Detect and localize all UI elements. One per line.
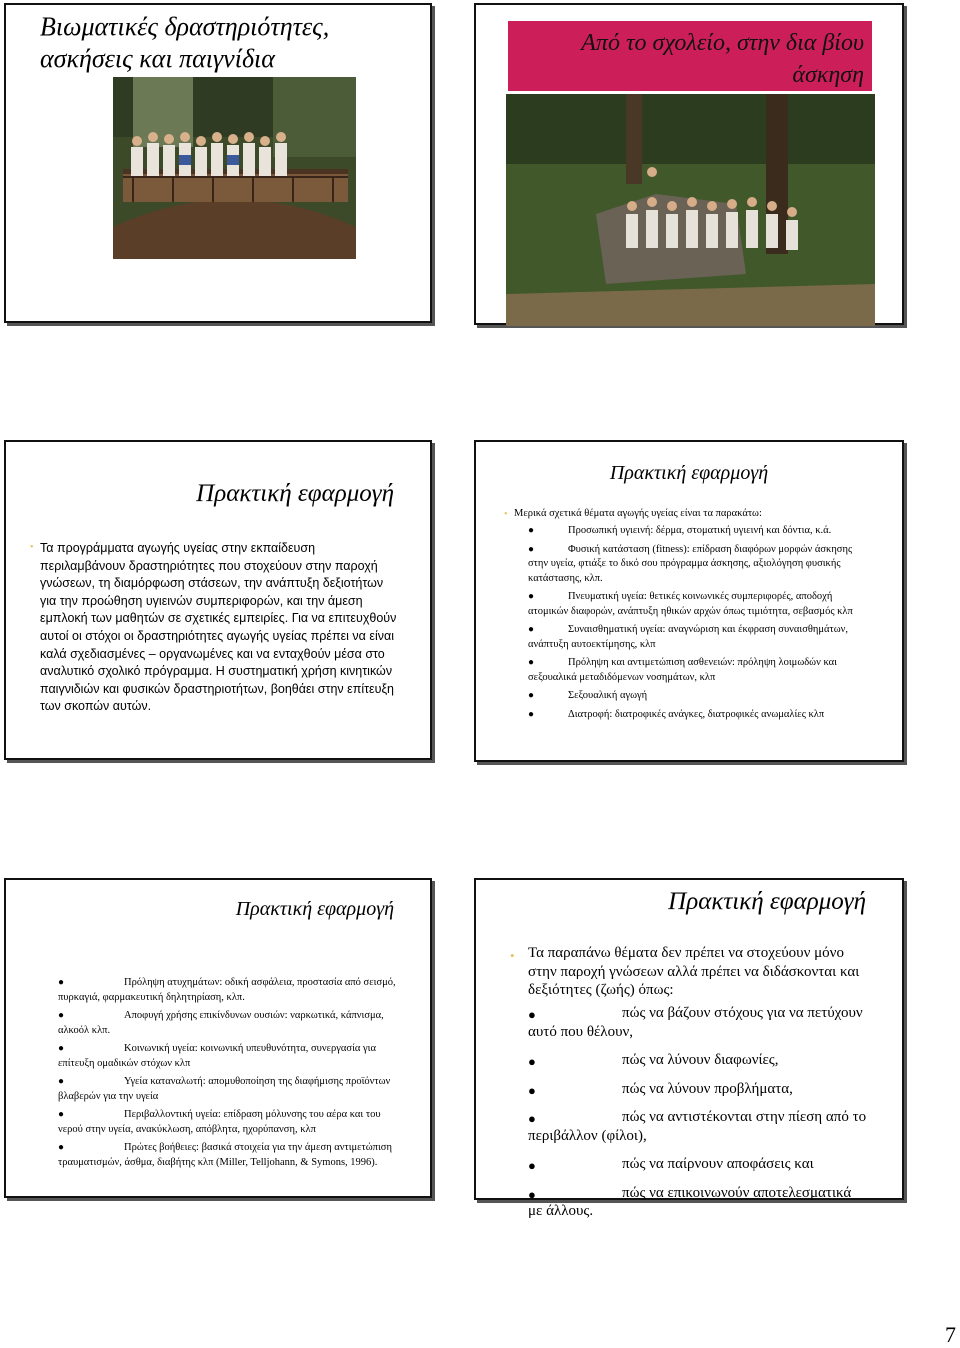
page-number: 7	[945, 1322, 956, 1347]
bullet-icon: ●	[528, 624, 535, 635]
bullet-icon: ●	[528, 525, 535, 536]
list-item: ● Πρώτες βοήθειες: βασικά στοιχεία για την άμεση αντιμετώπιση τραυματισμών, άσθμα, διαβήτης κλπ (Miller, Telljohann, & Symons, 1996).	[58, 1142, 392, 1168]
slide-4-topic-list	[528, 524, 873, 726]
slide-4	[474, 440, 904, 762]
list-item: ● Φυσική κατάσταση (fitness): επίδραση διαφόρων μορφών άσκησης στην υγεία, φτιάξε το δικό σου πρόγραμμα άσκησης, αξιολόγηση φυσικής κατάστασης, κλπ.	[528, 543, 853, 584]
group-photo-bridge	[113, 77, 356, 259]
bullet-icon: ●	[528, 1158, 536, 1173]
list-item: ● πώς να επικοινωνούν αποτελεσματικά με άλλους.	[528, 1184, 852, 1219]
group-photo-forest	[506, 94, 875, 326]
list-item: ● πώς να βάζουν στόχους για να πετύχουν αυτό που θέλουν,	[528, 1005, 863, 1040]
bullet-icon: ●	[528, 1111, 536, 1126]
slide-2-title-banner: Από το σχολείο, στην δια βίου άσκηση	[508, 21, 872, 91]
bullet-icon: ●	[528, 543, 535, 555]
list-item: ● πώς να παίρνουν αποφάσεις και	[528, 1155, 868, 1174]
bullet-icon: ●	[58, 1109, 65, 1120]
slide-4-title: Πρακτική εφαρμογή	[609, 462, 769, 484]
bullet-icon: ●	[528, 1082, 536, 1098]
bullet-icon: ●	[58, 1076, 65, 1087]
slide-5-title: Πρακτική εφαρμογή	[235, 898, 394, 920]
slide-3-body-text: Τα προγράμματα αγωγής υγείας στην εκπαίδευση περιλαμβάνουν δραστηριότητες που στοχεύουν στην παροχή γνώσεων, τη διαμόρφωση στάσεων, την ανάπτυξη δεξιοτήτων για την προώθηση υγιεινών συμπεριφορών, και την άμεση εμπλοκή των μαθητών σε σχετικές εμπειρίες. Για να επιτευχθούν αυτοί οι στόχοι οι δραστηριότητες αγωγής υγείας πρέπει να είναι καλά σχεδιασμένες – οργανωμένες και να ενταχθούν μέσα στο αναλυτικό σχολικό πρόγραμμα. Η συστηματική χρήση κινητικών παιγνιδιών και φυσικών δραστηριοτήτων, βοηθάει στην επίτευξη των σκοπών αυτών.	[40, 541, 397, 714]
list-item: ● Σεξουαλική αγωγή	[528, 689, 873, 704]
slide-6-intro: Τα παραπάνω θέματα δεν πρέπει να στοχεύουν μόνο στην παροχή γνώσεων αλλά πρέπει να διδάσκονται και δεξιότητες (ζωής) όπως:	[528, 945, 860, 998]
bullet-icon: ●	[58, 977, 65, 988]
slide-1-title: Βιωματικές δραστηριότητες, ασκήσεις και παιγνίδια	[40, 12, 330, 73]
slide-6	[474, 878, 904, 1219]
list-item: ● πώς να λύνουν διαφωνίες,	[528, 1051, 868, 1070]
slide-6-title: Πρακτική εφαρμογή	[668, 888, 866, 915]
list-item: ● πώς να αντιστέκονται στην πίεση από το περιβάλλον (φίλοι),	[528, 1109, 867, 1144]
bullet-icon: ●	[528, 1186, 536, 1202]
slide-4-intro: Μερικά σχετικά θέματα αγωγής υγείας είναι τα παρακάτω:	[514, 508, 762, 519]
bullet-icon: ●	[58, 1043, 65, 1054]
list-item: ● Προσωπική υγιεινή: δέρμα, στοματική υγιεινή και δόντια, κ.ά.	[528, 524, 873, 539]
bullet-icon: ●	[58, 1010, 65, 1021]
list-item: ● Διατροφή: διατροφικές ανάγκες, διατροφικές ανωμαλίες κλπ	[528, 708, 873, 723]
list-item: ● πώς να λύνουν προβλήματα,	[528, 1080, 868, 1099]
list-item: ● Κοινωνική υγεία: κοινωνική υπευθυνότητα, συνεργασία για επίτευξη ομαδικών στόχων κλπ	[58, 1043, 376, 1069]
bullet-icon: ●	[528, 1054, 536, 1069]
list-item: ● Πρόληψη ατυχημάτων: οδική ασφάλεια, προστασία από σεισμό, πυρκαγιά, φαρμακευτική δηλητηρίαση, κλπ.	[58, 977, 396, 1003]
bullet-icon: ●	[528, 591, 535, 602]
bullet-icon: ●	[528, 657, 535, 668]
bullet-icon: ●	[528, 690, 535, 701]
bullet-icon: ●	[58, 1142, 65, 1153]
list-item: ● Συναισθηματική υγεία: αναγνώριση και έκφραση συναισθημάτων, ανάπτυξη αυτοεκτίμησης, κλπ	[528, 624, 849, 650]
list-item: ● Πνευματική υγεία: θετικές κοινωνικές συμπεριφορές, αποδοχή ατομικών διαφορών, ανάπτυξη ηθικών αρχών όπως τιμιότητα, σεβασμός κλπ	[528, 591, 853, 617]
bullet-icon: ●	[528, 708, 535, 720]
slide-6-skills-list	[528, 1004, 868, 1231]
list-item: ● Υγεία καταναλωτή: απομυθοποίηση της διαφήμισης προϊόντων βλαβερών για την υγεία	[58, 1076, 391, 1102]
list-item: ● Πρόληψη και αντιμετώπιση ασθενειών: πρόληψη λοιμωδών και σεξουαλικά μεταδιδόμενων νοσημάτων, κλπ	[528, 657, 837, 683]
bullet-icon: ●	[528, 1007, 536, 1022]
bullet-icon: •	[504, 509, 508, 520]
bullet-icon: •	[30, 542, 34, 553]
slide-1	[4, 3, 432, 323]
slide-2	[474, 3, 904, 325]
slide-3-title: Πρακτική εφαρμογή	[196, 480, 394, 507]
bullet-icon: •	[510, 948, 515, 963]
list-item: ● Αποφυγή χρήσης επικίνδυνων ουσιών: ναρκωτικά, κάπνισμα, αλκοόλ κλπ.	[58, 1010, 384, 1036]
list-item: ● Περιβαλλοντική υγεία: επίδραση μόλυνσης του αέρα και του νερού στην υγεία, ανακύκλωση, απόβλητα, ηχορύπανση, κλπ	[58, 1109, 381, 1135]
slide-3	[4, 440, 432, 760]
slide-5-topic-list	[58, 976, 403, 1174]
slide-5	[4, 878, 432, 1198]
